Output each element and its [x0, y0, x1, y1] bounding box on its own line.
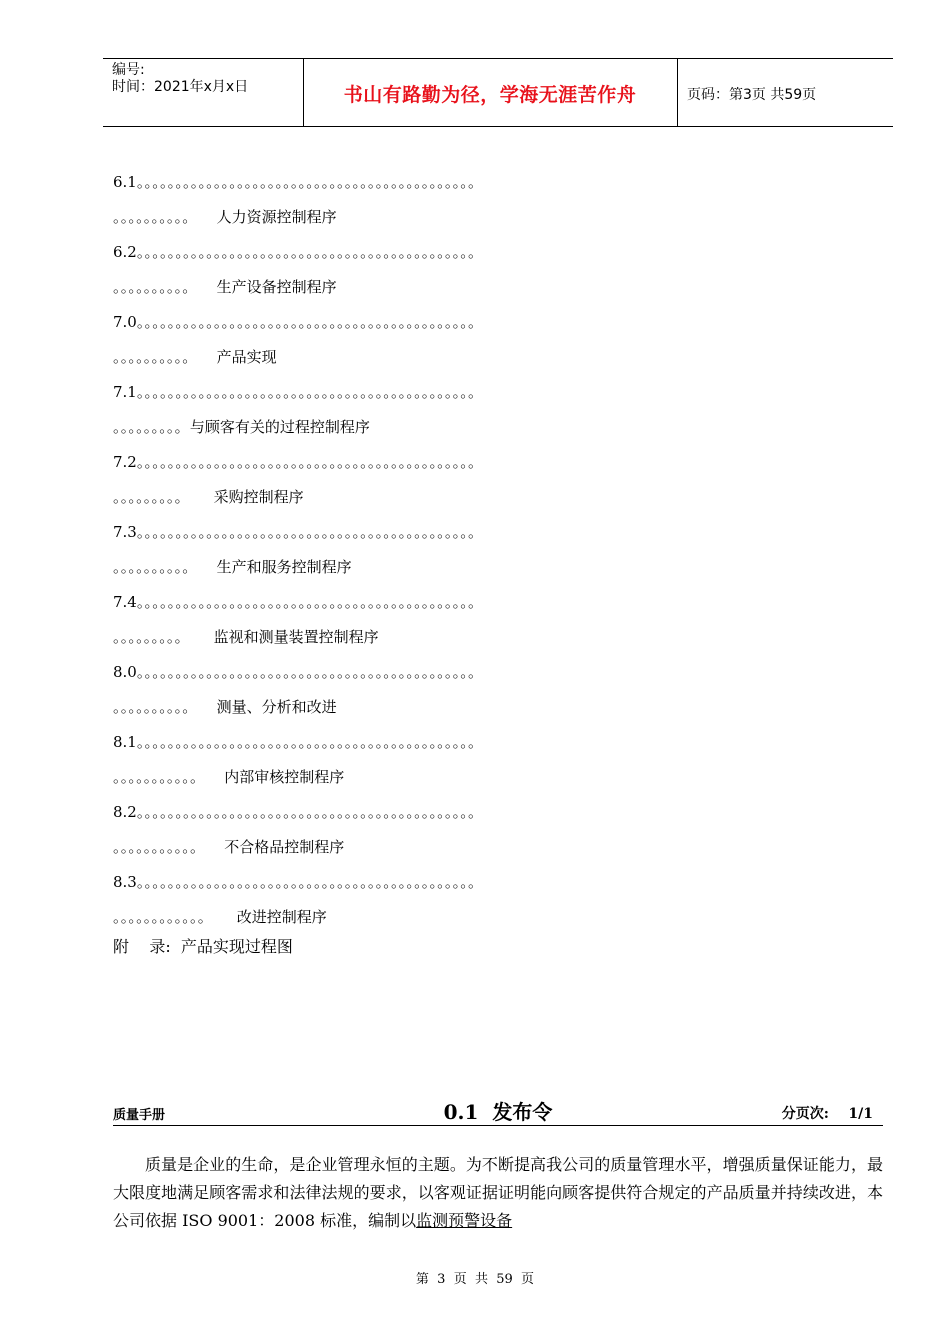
manual-name: 质量手册 [113, 1108, 166, 1123]
toc-leader-dots: 。。。。。。。。。 [113, 628, 190, 646]
toc-title: 生产设备控制程序 [216, 278, 337, 296]
toc-entry[interactable] [113, 520, 883, 590]
section-page-count: 分页次: 1/1 [781, 1106, 873, 1122]
header-bottom-rule [103, 126, 893, 127]
toc-number: 6.1 [113, 173, 137, 191]
toc-entry[interactable] [113, 800, 883, 870]
toc-leader-dots: 。。。。。。。。。。。。。。。。。。。。。。。。。。。。。。。。。。。。。。。。。。。。 [136, 453, 484, 471]
toc-number: 7.3 [113, 523, 137, 541]
toc-leader-dots: 。。。。。。。。。。 [113, 278, 198, 296]
toc-title: 产品实现 [216, 348, 277, 366]
toc-leader-dots: 。。。。。。。。。。。。。。。。。。。。。。。。。。。。。。。。。。。。。。。。。。。。 [136, 173, 484, 191]
toc-leader-dots: 。。。。。。。。。。。。。。。。。。。。。。。。。。。。。。。。。。。。。。。。。。。。 [136, 593, 484, 611]
toc-entry[interactable] [113, 310, 883, 380]
section-title: 0.1 发布令 [443, 1100, 553, 1124]
toc-entry[interactable] [113, 380, 883, 450]
toc-title: 改进控制程序 [236, 908, 327, 926]
toc-entry[interactable] [113, 590, 883, 660]
toc-title: 测量、分析和改进 [216, 698, 337, 716]
header-meta [112, 62, 248, 96]
toc-leader-dots: 。。。。。。。。。 [113, 488, 190, 506]
toc-entry[interactable] [113, 730, 883, 800]
header-page-info: 页码：第3页 共59页 [687, 87, 817, 103]
toc-number: 8.3 [113, 873, 137, 891]
toc-leader-dots: 。。。。。。。。。。 [113, 348, 198, 366]
toc-leader-dots: 。。。。。。。。。。 [113, 558, 198, 576]
toc-leader-dots: 。。。。。。。。。。 [113, 698, 198, 716]
toc-leader-dots: 。。。。。。。。。。。。。。。。。。。。。。。。。。。。。。。。。。。。。。。。。。。。 [136, 243, 484, 261]
toc-title: 不合格品控制程序 [224, 838, 345, 856]
table-of-contents [113, 170, 883, 940]
toc-entry[interactable] [113, 170, 883, 240]
toc-leader-dots: 。。。。。。。。。。。。 [113, 908, 213, 926]
toc-title: 生产和服务控制程序 [216, 558, 352, 576]
toc-leader-dots: 。。。。。。。。。。。。。。。。。。。。。。。。。。。。。。。。。。。。。。。。。。。。 [136, 663, 484, 681]
toc-leader-dots: 。。。。。。。。。。。。。。。。。。。。。。。。。。。。。。。。。。。。。。。。。。。。 [136, 733, 484, 751]
document-number-label: 编号: [112, 62, 145, 78]
toc-leader-dots: 。。。。。。。。。。。 [113, 838, 206, 856]
toc-leader-dots: 。。。。。。。。。。 [113, 208, 198, 226]
toc-leader-dots: 。。。。。。。。。 [113, 418, 190, 436]
body-text: 质量是企业的生命，是企业管理永恒的主题。为不断提高我公司的质量管理水平，增强质量保证能力，最大限度地满足顾客需求和法律法规的要求，以客观证据证明能向顾客提供符合规定的产品质量并持续改进，本公司依据 ISO 9001：2008 标准，编制以 [113, 1155, 883, 1230]
toc-leader-dots: 。。。。。。。。。。。。。。。。。。。。。。。。。。。。。。。。。。。。。。。。。。。。 [136, 803, 484, 821]
toc-number: 8.0 [113, 663, 137, 681]
toc-number: 7.4 [113, 593, 137, 611]
toc-title: 监视和测量装置控制程序 [213, 628, 379, 646]
toc-leader-dots: 。。。。。。。。。。。。。。。。。。。。。。。。。。。。。。。。。。。。。。。。。。。。 [136, 383, 484, 401]
toc-leader-dots: 。。。。。。。。。。。。。。。。。。。。。。。。。。。。。。。。。。。。。。。。。。。。 [136, 873, 484, 891]
header-divider [677, 58, 678, 126]
toc-number: 6.2 [113, 243, 137, 261]
toc-title: 采购控制程序 [213, 488, 304, 506]
body-paragraph [113, 1151, 883, 1235]
toc-entry[interactable] [113, 660, 883, 730]
toc-entry[interactable] [113, 870, 883, 940]
toc-number: 7.2 [113, 453, 137, 471]
toc-number: 8.1 [113, 733, 137, 751]
toc-entry[interactable] [113, 240, 883, 310]
toc-title: 与顾客有关的过程控制程序 [189, 418, 370, 436]
toc-title: 人力资源控制程序 [216, 208, 337, 226]
appendix-line: 附 录: 产品实现过程图 [113, 937, 293, 956]
page-footer: 第 3 页 共 59 页 [415, 1272, 535, 1287]
section-header [113, 1097, 883, 1126]
toc-title: 内部审核控制程序 [224, 768, 345, 786]
toc-leader-dots: 。。。。。。。。。。。。。。。。。。。。。。。。。。。。。。。。。。。。。。。。。。。。 [136, 523, 484, 541]
header-motto: 书山有路勤为径，学海无涯苦作舟 [343, 84, 637, 106]
toc-number: 7.0 [113, 313, 137, 331]
header-top-rule [103, 58, 893, 59]
document-time: 时间：2021年x月x日 [112, 79, 249, 95]
underlined-text: 监测预警设备 [416, 1211, 513, 1230]
toc-leader-dots: 。。。。。。。。。。。 [113, 768, 206, 786]
toc-entry[interactable] [113, 450, 883, 520]
toc-leader-dots: 。。。。。。。。。。。。。。。。。。。。。。。。。。。。。。。。。。。。。。。。。。。。 [136, 313, 484, 331]
toc-number: 7.1 [113, 383, 137, 401]
toc-number: 8.2 [113, 803, 137, 821]
